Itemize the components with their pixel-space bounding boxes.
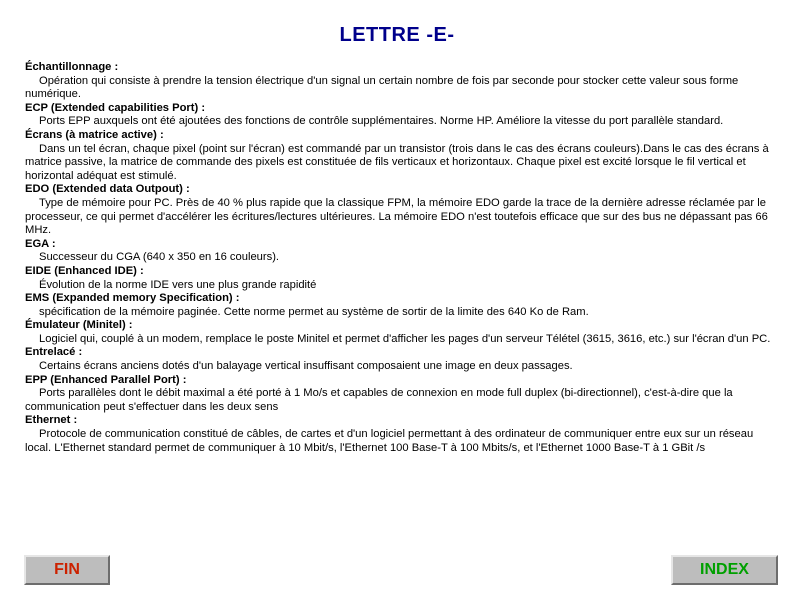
- page-title: LETTRE -E-: [339, 24, 455, 46]
- entry-term: EPP (Enhanced Parallel Port) :: [25, 373, 187, 386]
- glossary-entry: [25, 319, 775, 346]
- entry-definition: Ports EPP auxquels ont été ajoutées des fonctions de contrôle supplémentaires. Norme HP. Améliore la vitesse du port parallèle standard.: [39, 115, 724, 128]
- entry-term: Émulateur (Minitel) :: [25, 319, 133, 332]
- entry-definition: Évolution de la norme IDE vers une plus grande rapidité: [39, 278, 317, 291]
- glossary-entry: [25, 265, 775, 292]
- entry-definition: Ports parallèles dont le débit maximal a été porté à 1 Mo/s et capables de connexion en mode full duplex (bi-directionnel), c'est-à-dire que la communication peut s'effectuer dans les deux sens: [25, 387, 733, 413]
- entry-term: ECP (Extended capabilities Port) :: [25, 101, 206, 114]
- glossary-entry: [25, 374, 775, 415]
- glossary-entry: [25, 292, 775, 319]
- fin-button[interactable]: FIN: [24, 555, 110, 585]
- entry-term: EMS (Expanded memory Specification) :: [25, 292, 240, 305]
- entry-definition: Successeur du CGA (640 x 350 en 16 couleurs).: [39, 251, 280, 264]
- entry-term: Ethernet :: [25, 414, 78, 427]
- entry-term: EGA :: [25, 237, 56, 250]
- entry-definition: spécification de la mémoire paginée. Cette norme permet au système de sortir de la limite des 640 Ko de Ram.: [39, 305, 589, 318]
- entry-definition: Type de mémoire pour PC. Près de 40 % plus rapide que la classique FPM, la mémoire EDO garde la trace de la dernière adresse réclamée par le processeur, ce qui permet d'accélérer les écritures/lectures ultérieures. La mémoire EDO n'est toutefois efficace que sur des bus ne dépassant pas 66 MHz.: [25, 196, 768, 237]
- entry-term: EDO (Extended data Outpout) :: [25, 183, 190, 196]
- entry-term: EIDE (Enhanced IDE) :: [25, 264, 144, 277]
- entry-term: Écrans (à matrice active) :: [25, 128, 164, 141]
- entry-definition: Protocole de communication constitué de câbles, de cartes et d'un logiciel permettant à des ordinateur de communiquer entre eux sur un réseau local. L'Ethernet standard permet de communiquer à 10 Mbit/s, l'Ethernet 100 Base-T à 100 Mbits/s, et l'Ethernet 1000 Base-T à 1 GBit /s: [25, 428, 754, 454]
- glossary-entry: [25, 414, 775, 455]
- entry-term: Échantillonnage :: [25, 61, 119, 73]
- entry-definition: Certains écrans anciens dotés d'un balayage vertical insuffisant composaient une image en deux passages.: [39, 360, 573, 373]
- glossary-entry: [25, 102, 775, 129]
- entry-definition: Logiciel qui, couplé à un modem, remplace le poste Minitel et permet d'afficher les pages d'un serveur Télétel (3615, 3616, etc.) sur l'écran d'un PC.: [39, 332, 771, 345]
- glossary-entry: [25, 346, 775, 373]
- entry-definition: Dans un tel écran, chaque pixel (point sur l'écran) est commandé par un transistor (trois dans le cas des écrans couleurs).Dans le cas des écrans à matrice passive, la matrice de commande des pixels est constituée de fils verticaux et horizontaux. Chaque pixel est excité lorsque le fil vertical et horizontal adéquat est stimulé.: [25, 142, 769, 182]
- glossary-entry: [25, 129, 775, 183]
- index-button[interactable]: INDEX: [671, 555, 778, 585]
- entry-term: Entrelacé :: [25, 346, 83, 359]
- entry-definition: Opération qui consiste à prendre la tension électrique d'un signal un certain nombre de fois par seconde pour stocker cette valeur sous forme numérique.: [25, 74, 739, 101]
- glossary-entry: [25, 238, 775, 265]
- glossary-entry: [25, 61, 775, 102]
- glossary: [25, 61, 775, 455]
- glossary-entry: [25, 183, 775, 237]
